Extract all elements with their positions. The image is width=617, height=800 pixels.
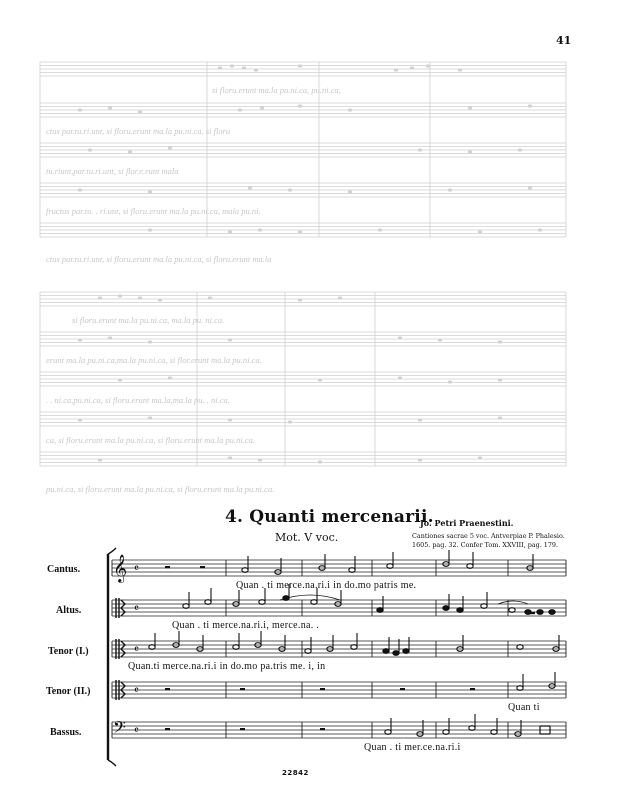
source-line: Cantiones sacrae 5 voc. Antverpiae P. Phalesio.	[412, 532, 565, 540]
staff-altus	[112, 600, 566, 616]
faded-lyric-line: erunt ma.la pu.ni.ca,ma.la pu.ni.ca, si flor.erunt ma.la pu.ni.ca.	[46, 355, 262, 365]
faded-lyric-line: pu.ni.ca, si floru.erunt ma.la pu.ni.ca, si floru.erunt ma.la pu.ni.ca.	[46, 484, 275, 494]
svg-text:𝄞: 𝄞	[113, 556, 128, 582]
time-signature: 𝄴	[134, 563, 139, 575]
staff-bassus	[112, 722, 566, 738]
lyrics-tenor-2: Quan ti	[508, 702, 540, 713]
faded-lyric-line: ctus par.tu.ri.unt, si floru.erunt ma.la pu.ni.ca, si floru	[46, 126, 231, 136]
svg-text:𝄢: 𝄢	[113, 719, 126, 741]
faded-lyric-line: tu.riunt,par.tu.ri.unt, si flor.e.runt mala	[46, 166, 179, 176]
staff-tenor-1	[112, 641, 566, 657]
notes-tenor-1	[149, 631, 559, 655]
voice-name-cantus: Cantus.	[47, 564, 81, 575]
staff-cantus	[112, 560, 566, 576]
time-signature: 𝄴	[134, 603, 139, 615]
plate-number: 22842	[282, 769, 309, 777]
voice-name-altus: Altus.	[56, 605, 82, 616]
lyrics-altus: Quan . ti merce.na.ri.i, merce.na. .	[172, 620, 320, 631]
time-signature: 𝄴	[134, 685, 139, 697]
bass-clef-icon	[113, 719, 126, 741]
faded-lyric-line: ca, si floru.erunt ma.la pu.ni.ca, si floru.erunt ma.la pu.ni.ca.	[46, 435, 255, 445]
notes-bassus	[385, 714, 550, 736]
notes-cantus	[242, 550, 533, 574]
composer-attribution: Jo. Petri Praenestini.	[420, 518, 514, 528]
page-number: 41	[556, 34, 572, 47]
faded-lyric-line: . . ni.ca,pu.ni.ca, si floru.erunt ma.la,ma.la pu. . ni.ca.	[46, 395, 230, 405]
voice-name-tenor-2: Tenor (II.)	[46, 686, 91, 697]
staff-tenor-2	[112, 682, 566, 698]
piece-title: 4. Quanti mercenarii.	[225, 507, 434, 527]
faded-lyric-line: si floru.erunt ma.la pu.ni.ca, pu.ni.ca,	[212, 85, 341, 95]
lyrics-tenor-1: Quan.ti merce.na.ri.i in do.mo pa.tris me. i, in	[128, 661, 326, 672]
source-line: 1605. pag. 32. Confer Tom. XXVIII, pag. 179.	[412, 540, 559, 549]
notes-tenor-2	[517, 672, 555, 690]
piece-subtitle: Mot. V voc.	[275, 531, 339, 544]
time-signature: 𝄴	[134, 725, 139, 737]
voice-name-tenor-1: Tenor (I.)	[48, 646, 89, 657]
treble-clef-icon	[113, 555, 127, 583]
time-signature: 𝄴	[134, 644, 139, 656]
faded-lyric-line: si floru.erunt ma.la pu.ni.ca, ma.la pu. ni.ca.	[72, 315, 225, 325]
lyrics-bassus: Quan . ti mer.ce.na.ri.i	[364, 742, 461, 753]
faded-lyric-line: ctus par.tu.ri.unt, si floru.erunt ma.la pu.ni.ca, si floru.erunt ma.la	[46, 254, 272, 264]
voice-name-bassus: Bassus.	[50, 727, 82, 738]
lyrics-cantus: Quan . ti merce.na.ri.i in do.mo patris me.	[236, 580, 417, 591]
faded-lyric-line: fructus par.tu. . ri.unt, si floru.erunt ma.la pu.ni.ca, mala pu.ni.	[46, 206, 261, 216]
